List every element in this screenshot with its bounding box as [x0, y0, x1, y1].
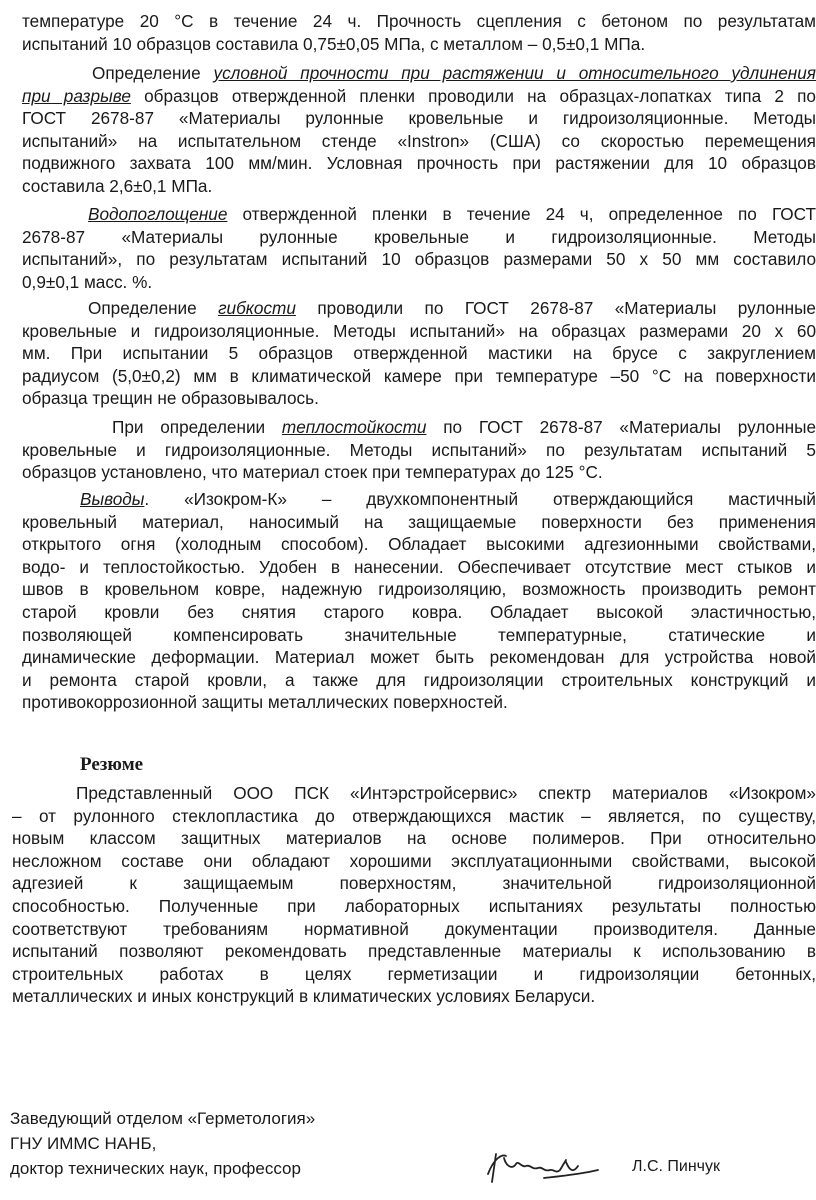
text-line: испытаний» на испытательном стенде «Instron» (США) со скоростью перемещения: [22, 130, 816, 151]
text-line: противокоррозионной защиты металлических поверхностей.: [22, 692, 508, 713]
text-line: радиусом (5,0±0,2) мм в климатической камере при температуре –50 °С на поверхности: [22, 365, 816, 386]
text-line: способностью. Полученные при лабораторных испытаниях результаты полностью: [12, 895, 816, 916]
text-line: кровельные и гидроизоляционные. Методы испытаний» на образцах размерами 20 х 60: [22, 320, 816, 341]
text-rest: по ГОСТ 2678-87 «Материалы рулонные: [426, 417, 816, 437]
text-lead: При определении: [112, 417, 282, 437]
handwritten-signature: [482, 1148, 604, 1188]
paragraph-heat-resistance: [0, 416, 816, 484]
text-line: [0, 416, 816, 439]
signoff-degree: доктор технических наук, профессор: [10, 1159, 301, 1178]
paragraph-conclusions: [0, 488, 816, 714]
text-rest: проводили по ГОСТ 2678-87 «Материалы рулонные: [295, 298, 816, 318]
text-line: испытаний позволяют рекомендовать представленные материалы к использованию в: [12, 941, 816, 962]
text-line: строительных работах в целях герметизации и гидроизоляции бетонных,: [12, 963, 816, 984]
signoff-block: [10, 1106, 315, 1181]
text-rest: . «Изокром-К» – двухкомпонентный отверждающийся мастичный: [144, 489, 816, 509]
term-conclusions: Выводы: [80, 489, 145, 509]
text-lead: Определение: [88, 298, 219, 318]
text-line: старой кровли без снятия старого ковра. Обладает высокой эластичностью,: [22, 601, 816, 622]
text-line: несложном составе они обладают хорошими эксплуатационными свойствами, высокой: [12, 850, 816, 871]
text-line: Представленный ООО ПСК «Интэрстройсервис» спектр материалов «Изокром»: [76, 783, 816, 803]
paragraph-summary: [0, 782, 816, 1008]
text-line: 0,9±0,1 масс. %.: [22, 271, 153, 292]
text-line: – от рулонного стеклопластика до отверждающихся мастик – является, по существу,: [12, 805, 816, 826]
text-line: водо- и теплостойкостью. Удобен в нанесении. Обеспечивает отсутствие мест стыков и: [22, 556, 816, 577]
signoff-institution: ГНУ ИММС НАНБ,: [10, 1134, 157, 1153]
summary-heading: Резюме: [80, 754, 144, 775]
text-rest: отвержденной пленки в течение 24 ч, определенное по ГОСТ: [227, 204, 816, 224]
text-line: образцов установлено, что материал стоек при температурах до 125 °С.: [22, 462, 603, 483]
term-water-absorption: Водопоглощение: [88, 204, 228, 224]
term-at-break: при разрыве: [22, 85, 131, 106]
text-line: открытого огня (холодным способом). Обладает высокими адгезионными свойствами,: [22, 534, 816, 555]
text-line: [0, 488, 816, 511]
paragraph-tensile: [0, 62, 816, 198]
text-lead: Определение: [92, 63, 214, 83]
text-line: 2678-87 «Материалы рулонные кровельные и гидроизоляционные. Методы: [22, 226, 816, 247]
text-line: кровельный материал, наносимый на защищаемые поверхности без применения: [22, 511, 816, 532]
text-line: [0, 85, 816, 108]
text-line: составила 2,6±0,1 МПа.: [22, 175, 213, 196]
text-line: динамические деформации. Материал может быть рекомендован для устройства новой: [22, 647, 816, 668]
text-line: и ремонта старой кровли, а также для гидроизоляции строительных конструкций и: [22, 669, 816, 690]
signoff-position: Заведующий отделом «Герметология»: [10, 1109, 316, 1128]
text-line: испытаний 10 образцов составила 0,75±0,05 МПа, с металлом – 0,5±0,1 МПа.: [22, 33, 646, 54]
term-flexibility: гибкости: [218, 298, 296, 318]
text-line: ГОСТ 2678-87 «Материалы рулонные кровельные и гидроизоляционные. Методы: [22, 108, 816, 129]
text-line: [0, 203, 816, 226]
text-line: мм. При испытании 5 образцов отвержденной мастики на брусе с закруглением: [22, 343, 816, 364]
text-line: подвижного захвата 100 мм/мин. Условная прочность при растяжении для 10 образцов: [22, 153, 816, 174]
text-line: новым классом защитных материалов на основе полимеров. При относительно: [12, 828, 816, 849]
text-line: температуре 20 °С в течение 24 ч. Прочность сцепления с бетоном по результатам: [22, 11, 816, 31]
text-line: образца трещин не образовывалось.: [22, 388, 319, 409]
text-line: швов в кровельном ковре, надежную гидроизоляцию, возможность производить ремонт: [22, 579, 816, 600]
text-line: позволяющей компенсировать значительные температурные, статические и: [22, 624, 816, 645]
term-tensile-strength: условной прочности при растяжении и относительного удлинения: [213, 63, 816, 83]
paragraph-strength: [0, 10, 816, 55]
text-line: металлических и иных конструкций в климатических условиях Беларуси.: [12, 986, 596, 1007]
paragraph-water-absorption: [0, 203, 816, 293]
paragraph-flexibility: [0, 297, 816, 410]
text-line: кровельные и гидроизоляционные. Методы испытаний» по результатам испытаний 5: [22, 439, 816, 460]
text-line: [0, 297, 816, 320]
term-heat-resistance: теплостойкости: [281, 417, 427, 437]
signer-name: Л.С. Пинчук: [632, 1158, 720, 1175]
text-line: соответствуют требованиям нормативной документации производителя. Данные: [12, 918, 816, 939]
text-line: испытаний», по результатам испытаний 10 образцов размерами 50 х 50 мм составило: [22, 249, 816, 270]
text-line: адгезией к защищаемым поверхностям, значительной гидроизоляционной: [12, 873, 816, 894]
text-rest: образцов отвержденной пленки проводили на образцах-лопатках типа 2 по: [130, 85, 816, 106]
text-line: [0, 62, 816, 85]
